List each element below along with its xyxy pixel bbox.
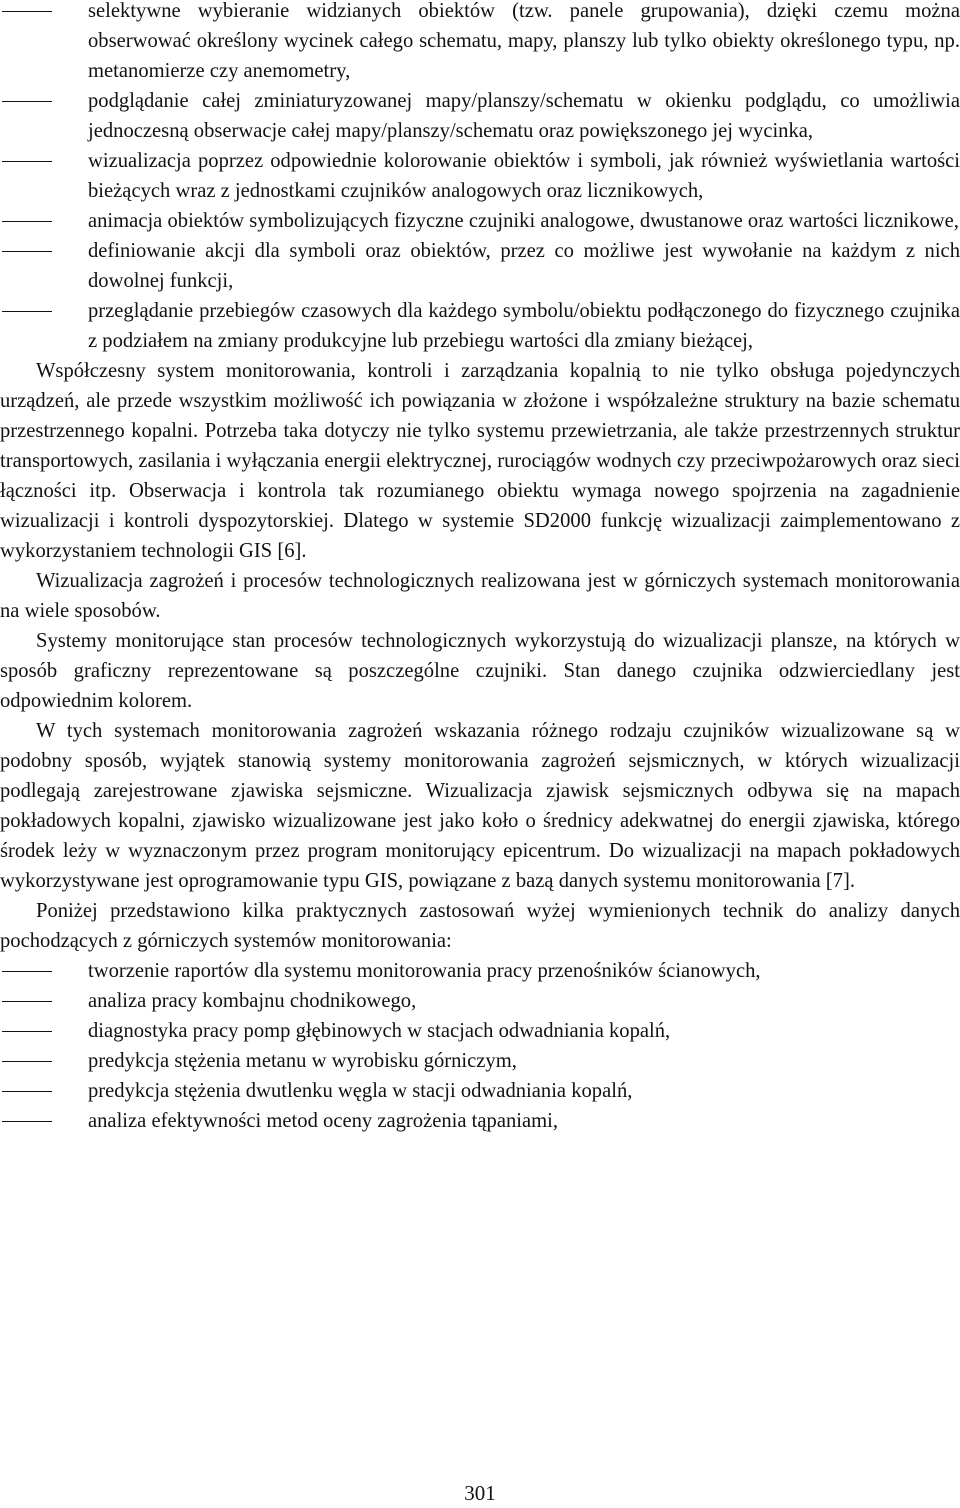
list-item [0, 986, 960, 1016]
page-number: 301 [464, 1481, 496, 1505]
dash-bullet-icon [2, 1106, 52, 1136]
list-item-text: analiza pracy kombajnu chodnikowego, [88, 990, 417, 1012]
dash-bullet-icon [2, 1046, 52, 1076]
list-item-text: definiowanie akcji dla symboli oraz obiektów, przez co możliwe jest wywołanie na każdym z nich dowolnej funkcji, [88, 240, 960, 292]
feature-list [0, 0, 960, 356]
list-item-text: przeglądanie przebiegów czasowych dla każdego symbolu/obiektu podłączonego do fizycznego czujnika z podziałem na zmiany produkcyjne lub przebiegu wartości dla zmiany bieżącej, [88, 300, 960, 352]
dash-bullet-icon [2, 236, 52, 266]
list-item-text: predykcja stężenia dwutlenku węgla w stacji odwadniania kopalń, [88, 1080, 633, 1102]
list-item [0, 956, 960, 986]
list-item [0, 1076, 960, 1106]
dash-bullet-icon [2, 986, 52, 1016]
list-item-text: diagnostyka pracy pomp głębinowych w stacjach odwadniania kopalń, [88, 1020, 671, 1042]
body-paragraph: W tych systemach monitorowania zagrożeń wskazania różnego rodzaju czujników wizualizowane są w podobny sposób, wyjątek stanowią systemy monitorowania zagrożeń sejsmicznych, w których wizualizacji podlegają zarejestrowane zjawiska sejsmiczne. Wizualizacja zjawisk sejsmicznych odbywa się na mapach pokładowych kopalni, zjawisko wizualizowane jest jako koło o średnicy adekwatnej do energii zjawiska, którego środek leży w wyznaczonym przez program monitorujący epicentrum. Do wizualizacji na mapach pokładowych wykorzystywane jest oprogramowanie typu GIS, powiązane z bazą danych systemu monitorowania [7]. [0, 720, 960, 892]
body-paragraph: Wizualizacja zagrożeń i procesów technologicznych realizowana jest w górniczych systemach monitorowania na wiele sposobów. [0, 570, 960, 622]
dash-bullet-icon [2, 956, 52, 986]
list-item [0, 146, 960, 206]
body-paragraph: Poniżej przedstawiono kilka praktycznych zastosowań wyżej wymienionych technik do analizy danych pochodzących z górniczych systemów monitorowania: [0, 900, 960, 952]
dash-bullet-icon [2, 1016, 52, 1046]
list-item [0, 0, 960, 86]
dash-bullet-icon [2, 1076, 52, 1106]
list-item [0, 296, 960, 356]
list-item [0, 86, 960, 146]
list-item-text: predykcja stężenia metanu w wyrobisku górniczym, [88, 1050, 517, 1072]
list-item-text: podglądanie całej zminiaturyzowanej mapy/planszy/schematu w okienku podglądu, co umożliwia jednoczesną obserwacje całej mapy/planszy/schematu oraz powiększonego jej wycinka, [88, 90, 960, 142]
body-paragraph: Systemy monitorujące stan procesów technologicznych wykorzystują do wizualizacji plansze, na których w sposób graficzny reprezentowane są poszczególne czujniki. Stan danego czujnika odzwierciedlany jest odpowiednim kolorem. [0, 630, 960, 712]
list-item-text: analiza efektywności metod oceny zagrożenia tąpaniami, [88, 1110, 559, 1132]
list-item [0, 206, 960, 236]
list-item-text: wizualizacja poprzez odpowiednie kolorowanie obiektów i symboli, jak również wyświetlania wartości bieżących wraz z jednostkami czujników analogowych oraz licznikowych, [88, 150, 960, 202]
list-item [0, 236, 960, 296]
dash-bullet-icon [2, 86, 52, 116]
list-item [0, 1016, 960, 1046]
applications-list [0, 956, 960, 1136]
dash-bullet-icon [2, 206, 52, 236]
list-item-text: tworzenie raportów dla systemu monitorowania pracy przenośników ścianowych, [88, 960, 761, 982]
dash-bullet-icon [2, 0, 52, 26]
list-item [0, 1106, 960, 1136]
list-item-text: selektywne wybieranie widzianych obiektów (tzw. panele grupowania), dzięki czemu można obserwować określony wycinek całego schematu, mapy, planszy lub tylko obiekty określonego typu, np. metanomierze czy anemometry, [88, 0, 960, 82]
list-item-text: animacja obiektów symbolizujących fizyczne czujniki analogowe, dwustanowe oraz wartości licznikowe, [88, 210, 959, 232]
body-paragraph: Współczesny system monitorowania, kontroli i zarządzania kopalnią to nie tylko obsługa pojedynczych urządzeń, ale przede wszystkim możliwość ich powiązania w złożone i współzależne struktury na bazie schematu przestrzennego kopalni. Potrzeba taka dotyczy nie tylko systemu przewietrzania, ale także przestrzennych struktur transportowych, zasilania i wyłączania energii elektrycznej, rurociągów wodnych czy przeciwpożarowych oraz sieci łączności itp. Obserwacja i kontrola tak rozumianego obiektu wymaga nowego spojrzenia na zagadnienie wizualizacji i kontroli dyspozytorskiej. Dlatego w systemie SD2000 funkcję wizualizacji zaimplementowano z wykorzystaniem technologii GIS [6]. [0, 360, 960, 562]
dash-bullet-icon [2, 296, 52, 326]
dash-bullet-icon [2, 146, 52, 176]
list-item [0, 1046, 960, 1076]
